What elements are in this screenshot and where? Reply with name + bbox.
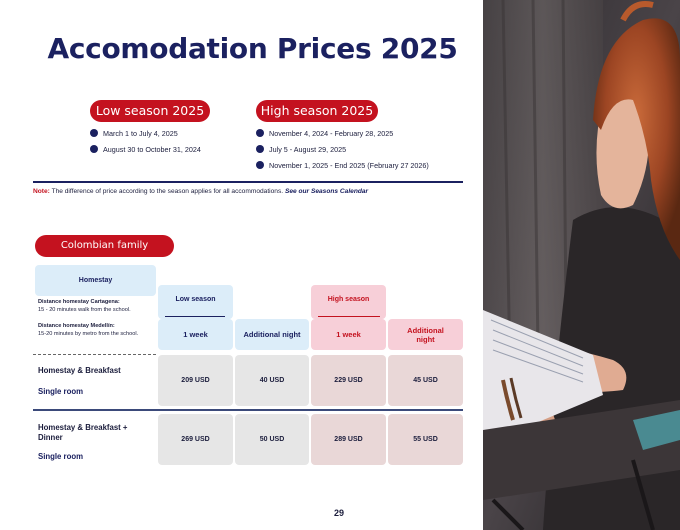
photo-woman-reading: [483, 0, 680, 530]
price-cell: 55 USD: [388, 414, 463, 465]
low-week-header: 1 week: [158, 319, 233, 350]
season-note: Note: The difference of price according to the season applies for all accommodations. See our Seasons Calendar: [33, 188, 369, 195]
row-divider: [33, 409, 463, 411]
high-night-header: Additional night: [388, 319, 463, 350]
bullet-icon: [256, 129, 264, 137]
list-item: March 1 to July 4, 2025: [90, 125, 201, 141]
list-item: July 5 - August 29, 2025: [256, 141, 429, 157]
low-season-dates: [90, 125, 201, 157]
price-cell: 209 USD: [158, 355, 233, 406]
price-cell: 50 USD: [235, 414, 309, 465]
page-title: Accomodation Prices 2025: [47, 32, 458, 65]
photo-illustration: [483, 0, 680, 530]
bullet-icon: [90, 145, 98, 153]
row-title: Homestay & Breakfast + Dinner: [38, 423, 128, 442]
list-item: November 1, 2025 - End 2025 (February 27 2026): [256, 157, 429, 173]
price-cell: 289 USD: [311, 414, 386, 465]
high-week-header: 1 week: [311, 319, 386, 350]
high-season-dates: [256, 125, 429, 173]
dashed-divider: [33, 354, 156, 355]
low-season-header: Low season: [158, 285, 233, 319]
homestay-header: Homestay: [35, 265, 156, 296]
bullet-icon: [256, 145, 264, 153]
row-subtitle: Single room: [38, 452, 84, 461]
price-cell: 269 USD: [158, 414, 233, 465]
distance-medellin: Distance homestay Medellín: 15-20 minutes by metro from the school.: [38, 323, 139, 337]
row-subtitle: Single room: [38, 387, 84, 396]
bullet-icon: [90, 129, 98, 137]
high-season-badge: High season 2025: [256, 100, 378, 122]
distance-cartagena: Distance homestay Cartagena: 15 - 20 minutes walk from the school.: [38, 299, 131, 313]
seasons-calendar-link[interactable]: See our Seasons Calendar: [284, 188, 369, 195]
low-night-header: Additional night: [235, 319, 309, 350]
list-item: November 4, 2024 - February 28, 2025: [256, 125, 429, 141]
price-cell: 40 USD: [235, 355, 309, 406]
high-season-underline: [318, 316, 380, 317]
price-cell: 229 USD: [311, 355, 386, 406]
row-title: Homestay & Breakfast: [38, 366, 121, 375]
low-season-underline: [165, 316, 225, 317]
section-badge: Colombian family: [35, 235, 174, 257]
list-item: August 30 to October 31, 2024: [90, 141, 201, 157]
low-season-badge: Low season 2025: [90, 100, 210, 122]
high-season-header: High season: [311, 285, 386, 319]
divider: [33, 181, 463, 183]
price-cell: 45 USD: [388, 355, 463, 406]
bullet-icon: [256, 161, 264, 169]
